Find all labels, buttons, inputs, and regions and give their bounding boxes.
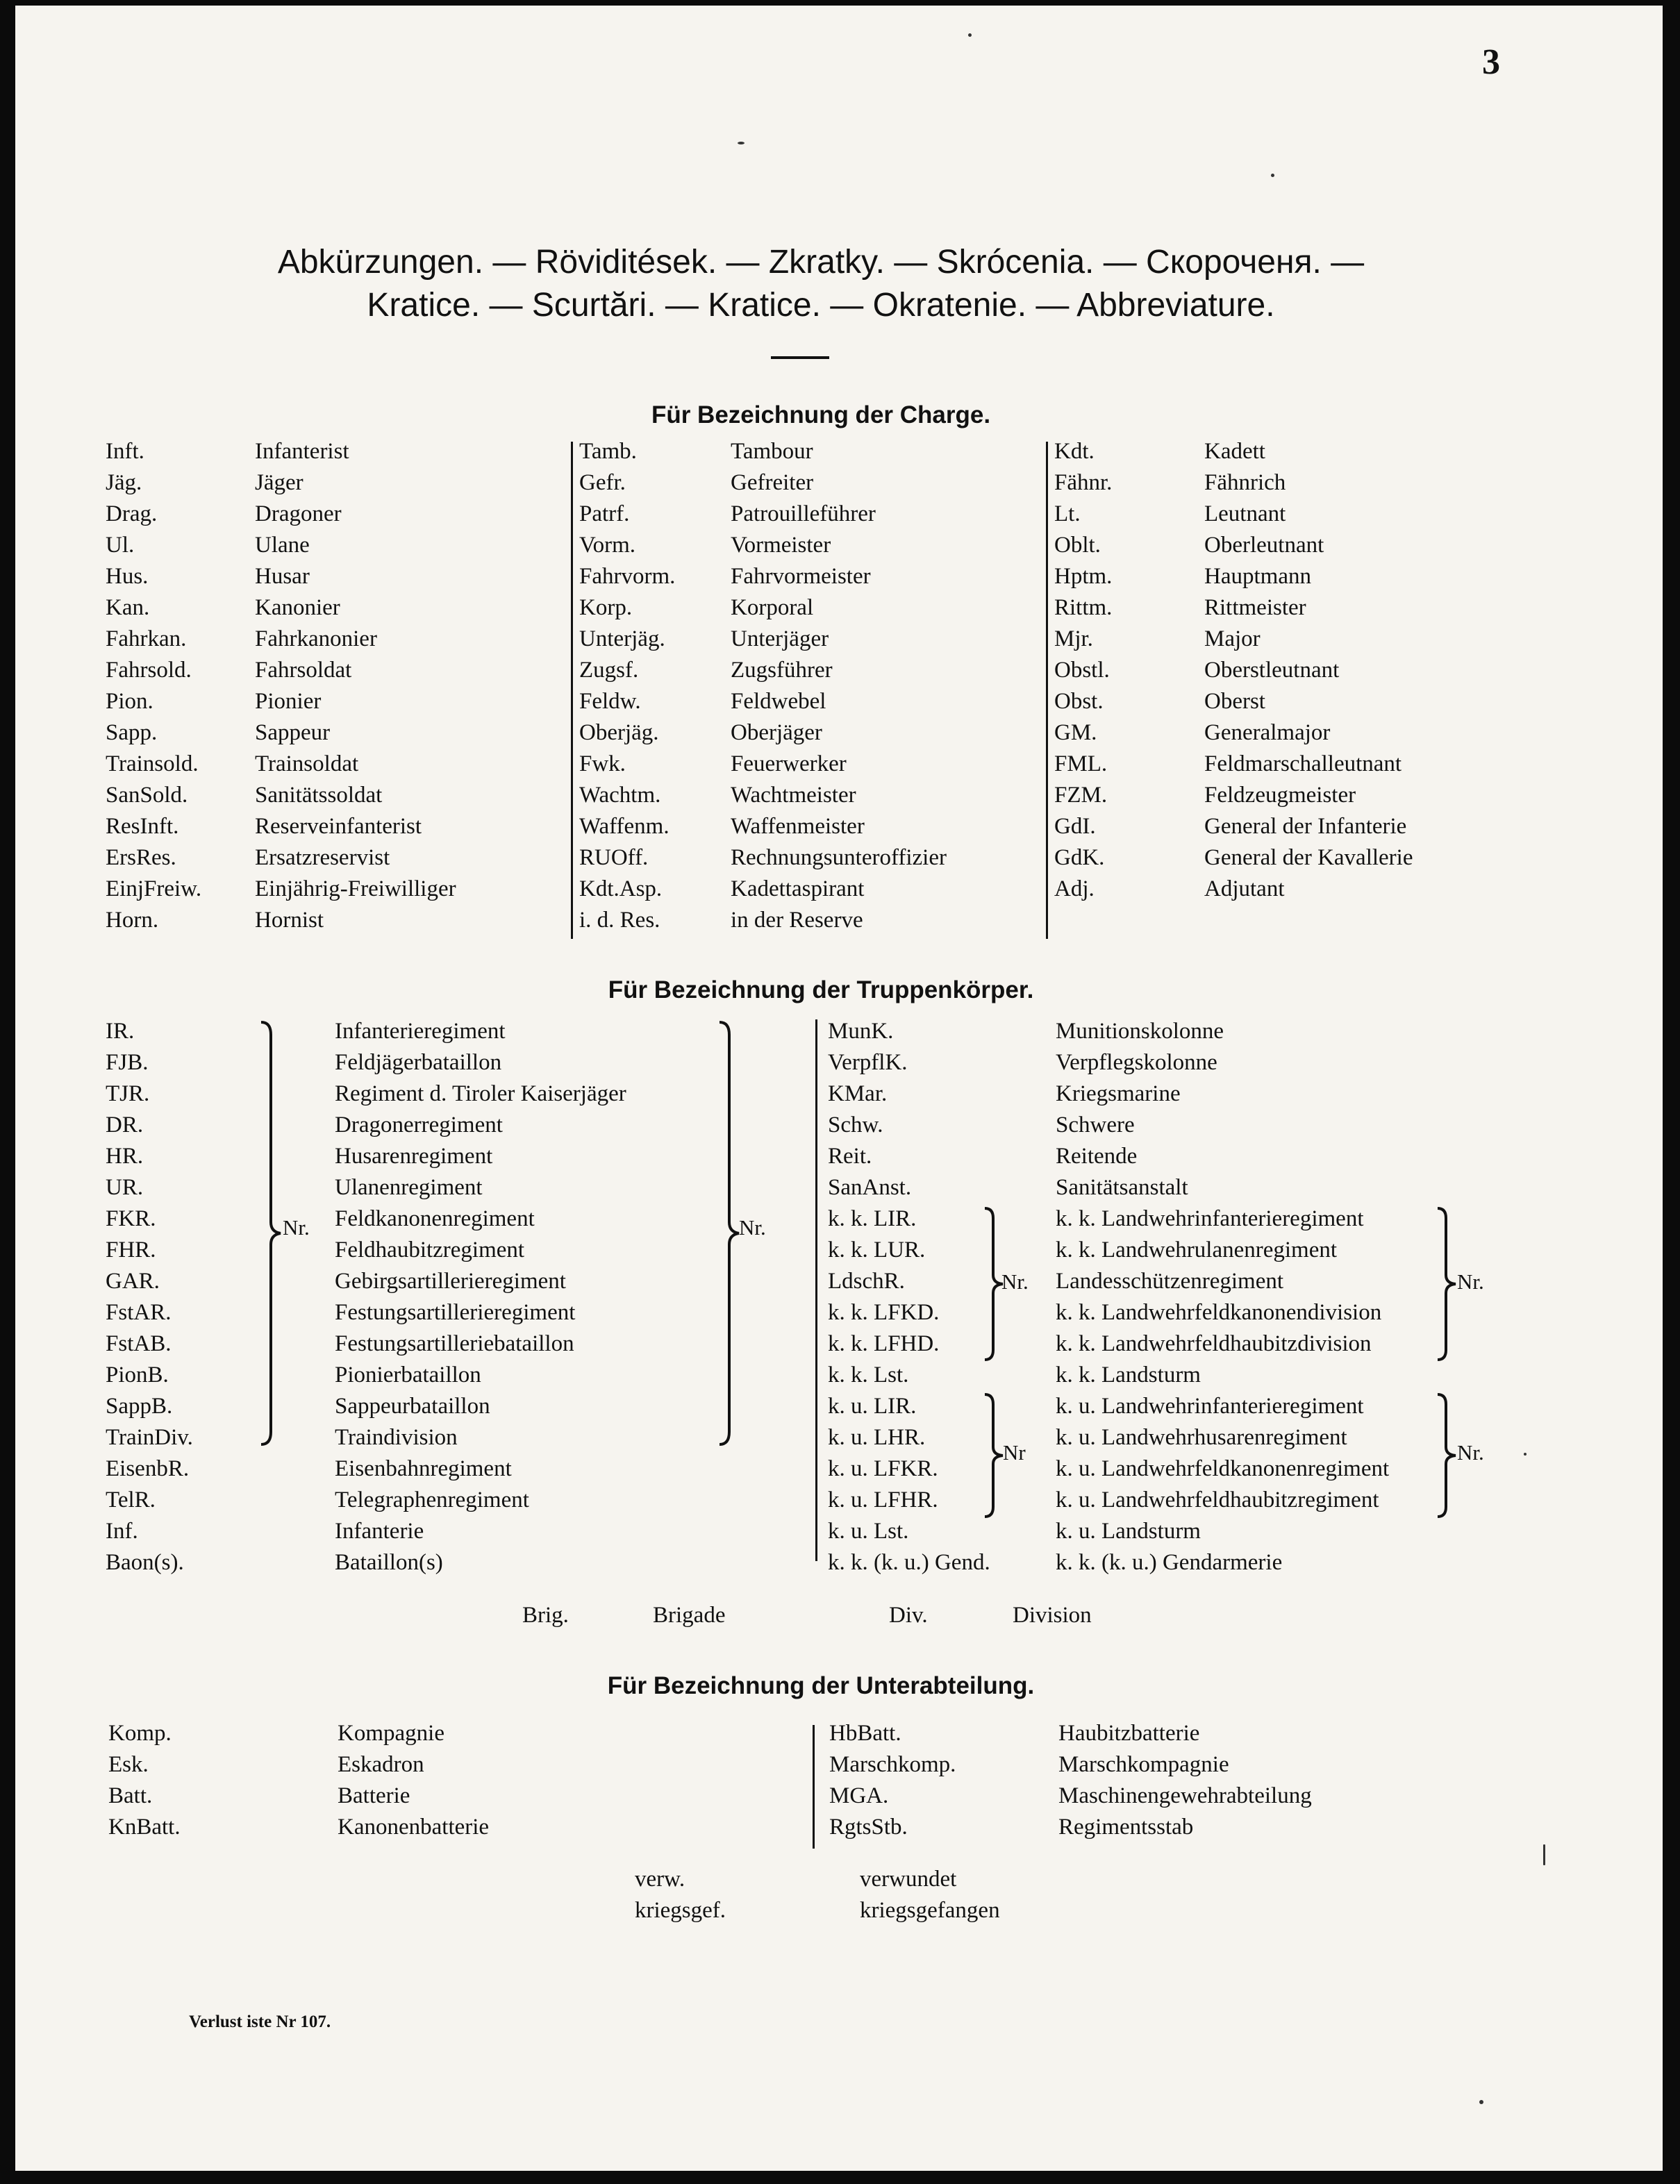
misc-abbr <box>635 1864 726 1926</box>
charge-col1-abbr-item: ResInft. <box>106 814 179 839</box>
charge-col2-abbr-item: Korp. <box>579 595 633 620</box>
troops-left-abbr-item: UR. <box>106 1175 144 1200</box>
troops-right-full-item: k. k. Landwehrfeldkanonendivision <box>1056 1300 1382 1325</box>
troops-right-abbr-item: k. k. LFHD. <box>828 1331 940 1356</box>
charge-col3-full <box>1204 436 1413 905</box>
troops-right-abbr-item: Reit. <box>828 1144 872 1169</box>
troops-right-full-item: k. u. Landwehrfeldhaubitzregiment <box>1056 1487 1379 1512</box>
sub-right-full-item: Regimentsstab <box>1058 1815 1194 1840</box>
sub-left-full-item: Batterie <box>338 1783 410 1808</box>
brig-abbr: Brig. <box>522 1603 569 1628</box>
scan-speck <box>968 33 972 37</box>
charge-col3-full-item: General der Infanterie <box>1204 814 1407 839</box>
troops-divider <box>815 1019 817 1561</box>
charge-col3-abbr-item: FZM. <box>1054 783 1108 808</box>
charge-col1-full-item: Ersatzreservist <box>255 845 390 870</box>
charge-col1-abbr <box>106 436 201 936</box>
charge-col3-abbr-item: Obstl. <box>1054 658 1110 683</box>
charge-col2-full-item: Oberjäger <box>731 720 822 745</box>
div-abbr: Div. <box>889 1603 928 1628</box>
charge-col2-abbr-item: Waffenm. <box>579 814 669 839</box>
charge-col2-abbr-item: i. d. Res. <box>579 908 660 933</box>
charge-col1-full-item: Husar <box>255 564 310 589</box>
charge-col2-abbr-item: RUOff. <box>579 845 649 870</box>
sub-left-abbr-item: Esk. <box>108 1752 149 1777</box>
charge-col1-abbr-item: Jäg. <box>106 470 142 495</box>
scan-speck <box>738 142 745 144</box>
charge-col1-abbr-item: SanSold. <box>106 783 188 808</box>
charge-col2-abbr-item: Zugsf. <box>579 658 639 683</box>
charge-col3-abbr-item: Rittm. <box>1054 595 1113 620</box>
charge-col3-abbr-item: Kdt. <box>1054 439 1095 464</box>
charge-col2-abbr-item: Fwk. <box>579 751 626 776</box>
troops-right-abbr-item: k. k. LFKD. <box>828 1300 940 1325</box>
troops-kk-nr: Nr. <box>1001 1269 1029 1294</box>
troops-ku-nr: Nr <box>1003 1440 1026 1465</box>
troops-left-full-item: Eisenbahnregiment <box>335 1456 512 1481</box>
troops-kk-nr-right: Nr. <box>1457 1269 1484 1294</box>
troops-right-abbr-item: k. u. LIR. <box>828 1394 917 1419</box>
sub-right-abbr <box>829 1718 956 1843</box>
charge-col2-abbr-item: Feldw. <box>579 689 641 714</box>
sub-right-abbr-item: Marschkomp. <box>829 1752 956 1777</box>
sub-right-abbr-item: HbBatt. <box>829 1721 901 1746</box>
troops-right-full-item: k. k. Landsturm <box>1056 1362 1201 1387</box>
troops-right-abbr-item: VerpflK. <box>828 1050 908 1075</box>
misc-abbr-item: kriegsgef. <box>635 1898 726 1923</box>
charge-col2-full-item: Unterjäger <box>731 626 829 651</box>
troops-left-abbr-item: TelR. <box>106 1487 156 1512</box>
charge-col1-abbr-item: Drag. <box>106 501 158 526</box>
footer-note: Verlust iste Nr 107. <box>189 2012 331 2031</box>
troops-left-abbr <box>106 1016 193 1578</box>
troops-left-full-item: Ulanenregiment <box>335 1175 483 1200</box>
troops-right-abbr-item: k. k. LUR. <box>828 1237 926 1262</box>
charge-col3-abbr-item: Oblt. <box>1054 533 1101 558</box>
title-rule <box>771 356 829 359</box>
troops-right-abbr-item: KMar. <box>828 1081 888 1106</box>
charge-col2-full-item: Vormeister <box>731 533 831 558</box>
charge-col1-abbr-item: Trainsold. <box>106 751 199 776</box>
troops-right-full-item: Reitende <box>1056 1144 1138 1169</box>
charge-col2-abbr-item: Patrf. <box>579 501 630 526</box>
charge-col1-abbr-item: Hus. <box>106 564 149 589</box>
sub-left-full-item: Kompagnie <box>338 1721 444 1746</box>
charge-col1-abbr-item: ErsRes. <box>106 845 176 870</box>
troops-left-abbr-item: DR. <box>106 1112 144 1137</box>
charge-col2-abbr-item: Kdt.Asp. <box>579 876 663 901</box>
troops-left-abbr-item: EisenbR. <box>106 1456 190 1481</box>
charge-col1-full-item: Reserveinfanterist <box>255 814 422 839</box>
troops-left-full-item: Pionierbataillon <box>335 1362 481 1387</box>
scan-speck <box>1543 1844 1545 1865</box>
charge-col2-full-item: Kadettaspirant <box>731 876 865 901</box>
troops-right-abbr-item: LdschR. <box>828 1269 905 1294</box>
troops-right-full-item: Kriegsmarine <box>1056 1081 1181 1106</box>
charge-col1-full-item: Einjährig-Freiwilliger <box>255 876 456 901</box>
troops-right-full-item: k. u. Landwehrfeldkanonenregiment <box>1056 1456 1390 1481</box>
charge-col2-abbr-item: Unterjäg. <box>579 626 665 651</box>
charge-col2-full-item: Feldwebel <box>731 689 826 714</box>
troops-right-full-item: k. u. Landwehrhusarenregiment <box>1056 1425 1347 1450</box>
misc-full-item: kriegsgefangen <box>860 1898 1000 1923</box>
troops-right-abbr-item: MunK. <box>828 1019 894 1044</box>
troops-right-abbr-item: k. k. Lst. <box>828 1362 909 1387</box>
troops-right-abbr-item: k. u. LHR. <box>828 1425 926 1450</box>
charge-col1-full-item: Trainsoldat <box>255 751 359 776</box>
charge-col2-full-item: Waffenmeister <box>731 814 865 839</box>
charge-col1-full-item: Hornist <box>255 908 324 933</box>
troops-left-abbr-item: PionB. <box>106 1362 169 1387</box>
troops-left-abbr-item: HR. <box>106 1144 144 1169</box>
charge-col1-full-item: Jäger <box>255 470 303 495</box>
troops-right-full-item: Schwere <box>1056 1112 1135 1137</box>
charge-col3-abbr <box>1054 436 1112 905</box>
sub-right-full-item: Haubitzbatterie <box>1058 1721 1200 1746</box>
charge-col2-abbr-item: Gefr. <box>579 470 626 495</box>
charge-col2-abbr-item: Tamb. <box>579 439 637 464</box>
charge-col2-full-item: Feuerwerker <box>731 751 847 776</box>
troops-left-nr-1: Nr. <box>283 1215 310 1240</box>
charge-col3-abbr-item: Lt. <box>1054 501 1081 526</box>
troops-right-abbr-item: k. k. (k. u.) Gend. <box>828 1550 990 1575</box>
charge-col2-full <box>731 436 947 936</box>
troops-left-abbr-item: FJB. <box>106 1050 149 1075</box>
title-line-2: Kratice. — Scurtări. — Kratice. — Okratenie. — Abbreviature. <box>367 287 1275 324</box>
charge-col3-abbr-item: GdI. <box>1054 814 1096 839</box>
charge-col1-full-item: Infanterist <box>255 439 349 464</box>
troops-left-abbr-item: Inf. <box>106 1519 138 1544</box>
troops-right-full-item: k. u. Landsturm <box>1056 1519 1201 1544</box>
charge-col2-full-item: Patrouilleführer <box>731 501 876 526</box>
charge-col1-full-item: Sanitätssoldat <box>255 783 383 808</box>
troops-right-abbr-item: k. k. LIR. <box>828 1206 917 1231</box>
document-page <box>15 6 1663 2171</box>
sub-right-full <box>1058 1718 1312 1843</box>
charge-col2-abbr-item: Wachtm. <box>579 783 661 808</box>
charge-col3-full-item: Feldzeugmeister <box>1204 783 1356 808</box>
troops-right-full-item: Landesschützenregiment <box>1056 1269 1284 1294</box>
troops-left-abbr-item: TrainDiv. <box>106 1425 193 1450</box>
troops-heading: Für Bezeichnung der Truppenkörper. <box>608 976 1034 1003</box>
charge-col2-full-item: Fahrvormeister <box>731 564 871 589</box>
troops-right-abbr-item: k. u. LFHR. <box>828 1487 938 1512</box>
troops-left-full-item: Sappeurbataillon <box>335 1394 490 1419</box>
troops-left-full <box>335 1016 626 1578</box>
charge-col1-abbr-item: Kan. <box>106 595 150 620</box>
charge-col1-abbr-item: Sapp. <box>106 720 158 745</box>
troops-left-abbr-item: Baon(s). <box>106 1550 184 1575</box>
sub-heading: Für Bezeichnung der Unterabteilung. <box>607 1672 1035 1699</box>
charge-col1-full-item: Fahrsoldat <box>255 658 352 683</box>
scan-speck <box>1479 2100 1483 2104</box>
troops-left-full-item: Gebirgsartillerieregiment <box>335 1269 566 1294</box>
charge-col1-abbr-item: Fahrsold. <box>106 658 192 683</box>
charge-col2-full-item: Wachtmeister <box>731 783 856 808</box>
troops-right-full-item: k. k. Landwehrfeldhaubitzdivision <box>1056 1331 1372 1356</box>
charge-col3-abbr-item: Adj. <box>1054 876 1095 901</box>
troops-left-nr-2: Nr. <box>739 1215 766 1240</box>
troops-left-abbr-item: SappB. <box>106 1394 173 1419</box>
title-line-1: Abkürzungen. — Röviditések. — Zkratky. — Skrócenia. — Скороченя. — <box>277 244 1365 281</box>
charge-col3-full-item: Oberst <box>1204 689 1265 714</box>
troops-left-abbr-item: GAR. <box>106 1269 160 1294</box>
sub-right-full-item: Maschinengewehrabteilung <box>1058 1783 1312 1808</box>
troops-left-abbr-item: FKR. <box>106 1206 156 1231</box>
charge-col3-full-item: Hauptmann <box>1204 564 1311 589</box>
sub-left-abbr-item: Batt. <box>108 1783 153 1808</box>
charge-col3-abbr-item: GdK. <box>1054 845 1105 870</box>
sub-left-full-item: Kanonenbatterie <box>338 1815 490 1840</box>
sub-left-abbr-item: KnBatt. <box>108 1815 181 1840</box>
charge-col3-abbr-item: FML. <box>1054 751 1108 776</box>
charge-col1-abbr-item: Inft. <box>106 439 144 464</box>
charge-col1-full <box>255 436 456 936</box>
troops-left-abbr-item: FstAR. <box>106 1300 172 1325</box>
troops-left-full-item: Feldhaubitzregiment <box>335 1237 525 1262</box>
troops-right-full-item: Sanitätsanstalt <box>1056 1175 1188 1200</box>
troops-left-full-item: Feldjägerbataillon <box>335 1050 502 1075</box>
troops-left-full-item: Infanterieregiment <box>335 1019 506 1044</box>
charge-col3-full-item: General der Kavallerie <box>1204 845 1413 870</box>
sub-right-full-item: Marschkompagnie <box>1058 1752 1229 1777</box>
brig-full: Brigade <box>653 1603 726 1628</box>
troops-left-abbr-item: TJR. <box>106 1081 150 1106</box>
charge-col1-full-item: Dragoner <box>255 501 342 526</box>
troops-right-abbr-item: k. u. Lst. <box>828 1519 909 1544</box>
troops-left-full-item: Feldkanonenregiment <box>335 1206 535 1231</box>
troops-right-full-item: k. u. Landwehrinfanterieregiment <box>1056 1394 1364 1419</box>
charge-col1-abbr-item: Horn. <box>106 908 159 933</box>
charge-col2-full-item: Tambour <box>731 439 813 464</box>
page-number: 3 <box>1482 42 1500 82</box>
troops-left-full-item: Regiment d. Tiroler Kaiserjäger <box>335 1081 626 1106</box>
charge-col2-full-item: in der Reserve <box>731 908 863 933</box>
sub-divider <box>813 1725 815 1849</box>
troops-ku-nr-right: Nr. <box>1457 1440 1484 1465</box>
charge-col2-full-item: Gefreiter <box>731 470 814 495</box>
charge-divider-2 <box>1046 442 1048 939</box>
troops-left-full-item: Husarenregiment <box>335 1144 493 1169</box>
troops-left-full-item: Bataillon(s) <box>335 1550 443 1575</box>
charge-col1-full-item: Ulane <box>255 533 310 558</box>
troops-right-full-item: k. k. Landwehrinfanterieregiment <box>1056 1206 1364 1231</box>
charge-col1-full-item: Pionier <box>255 689 322 714</box>
charge-col2-abbr-item: Oberjäg. <box>579 720 659 745</box>
troops-left-full-item: Traindivision <box>335 1425 458 1450</box>
sub-left-abbr-item: Komp. <box>108 1721 172 1746</box>
troops-right-full-item: Verpflegskolonne <box>1056 1050 1217 1075</box>
charge-col3-full-item: Adjutant <box>1204 876 1285 901</box>
sub-left-full <box>338 1718 489 1843</box>
charge-divider-1 <box>571 442 573 939</box>
charge-col2-full-item: Korporal <box>731 595 814 620</box>
charge-col2-abbr <box>579 436 675 936</box>
troops-left-full-item: Infanterie <box>335 1519 424 1544</box>
troops-right-full-item: k. k. (k. u.) Gendarmerie <box>1056 1550 1283 1575</box>
sub-left-full-item: Eskadron <box>338 1752 424 1777</box>
misc-full <box>860 1864 1000 1926</box>
charge-col3-full-item: Kadett <box>1204 439 1265 464</box>
troops-right-full <box>1056 1016 1389 1578</box>
charge-col2-abbr-item: Vorm. <box>579 533 635 558</box>
charge-col3-abbr-item: Obst. <box>1054 689 1104 714</box>
troops-left-full-item: Festungsartilleriebataillon <box>335 1331 574 1356</box>
sub-right-abbr-item: RgtsStb. <box>829 1815 908 1840</box>
charge-col3-full-item: Major <box>1204 626 1261 651</box>
charge-col2-full-item: Zugsführer <box>731 658 833 683</box>
troops-left-abbr-item: FstAB. <box>106 1331 172 1356</box>
sub-right-abbr-item: MGA. <box>829 1783 889 1808</box>
charge-col1-abbr-item: Ul. <box>106 533 135 558</box>
troops-right-abbr-item: Schw. <box>828 1112 883 1137</box>
troops-left-brace-1 <box>257 1021 285 1446</box>
misc-abbr-item: verw. <box>635 1867 685 1892</box>
div-full: Division <box>1013 1603 1092 1628</box>
misc-full-item: verwundet <box>860 1867 957 1892</box>
charge-col1-abbr-item: Fahrkan. <box>106 626 187 651</box>
charge-col1-full-item: Fahrkanonier <box>255 626 377 651</box>
troops-right-full-item: Munitionskolonne <box>1056 1019 1224 1044</box>
troops-right-abbr-item: k. u. LFKR. <box>828 1456 938 1481</box>
troops-left-abbr-item: IR. <box>106 1019 135 1044</box>
charge-col1-abbr-item: Pion. <box>106 689 153 714</box>
troops-right-abbr-item: SanAnst. <box>828 1175 912 1200</box>
charge-col3-full-item: Oberstleutnant <box>1204 658 1340 683</box>
charge-col3-full-item: Oberleutnant <box>1204 533 1324 558</box>
troops-left-abbr-item: FHR. <box>106 1237 156 1262</box>
charge-col3-abbr-item: Fähnr. <box>1054 470 1113 495</box>
scan-speck <box>1524 1453 1527 1456</box>
charge-col1-full-item: Sappeur <box>255 720 331 745</box>
troops-left-full-item: Festungsartillerieregiment <box>335 1300 576 1325</box>
charge-col1-full-item: Kanonier <box>255 595 340 620</box>
troops-right-abbr <box>828 1016 990 1578</box>
sub-left-abbr <box>108 1718 181 1843</box>
charge-col3-full-item: Fähnrich <box>1204 470 1286 495</box>
charge-col3-abbr-item: Mjr. <box>1054 626 1093 651</box>
charge-col3-full-item: Rittmeister <box>1204 595 1306 620</box>
charge-col2-full-item: Rechnungsunteroffizier <box>731 845 947 870</box>
charge-col3-full-item: Feldmarschalleutnant <box>1204 751 1402 776</box>
charge-col3-full-item: Generalmajor <box>1204 720 1331 745</box>
scan-speck <box>1271 174 1274 177</box>
charge-col3-abbr-item: Hptm. <box>1054 564 1113 589</box>
charge-col3-abbr-item: GM. <box>1054 720 1097 745</box>
troops-right-full-item: k. k. Landwehrulanenregiment <box>1056 1237 1338 1262</box>
troops-left-full-item: Telegraphenregiment <box>335 1487 529 1512</box>
charge-col2-abbr-item: Fahrvorm. <box>579 564 676 589</box>
charge-col1-abbr-item: EinjFreiw. <box>106 876 202 901</box>
troops-left-full-item: Dragonerregiment <box>335 1112 503 1137</box>
charge-heading: Für Bezeichnung der Charge. <box>651 401 991 428</box>
charge-col3-full-item: Leutnant <box>1204 501 1286 526</box>
